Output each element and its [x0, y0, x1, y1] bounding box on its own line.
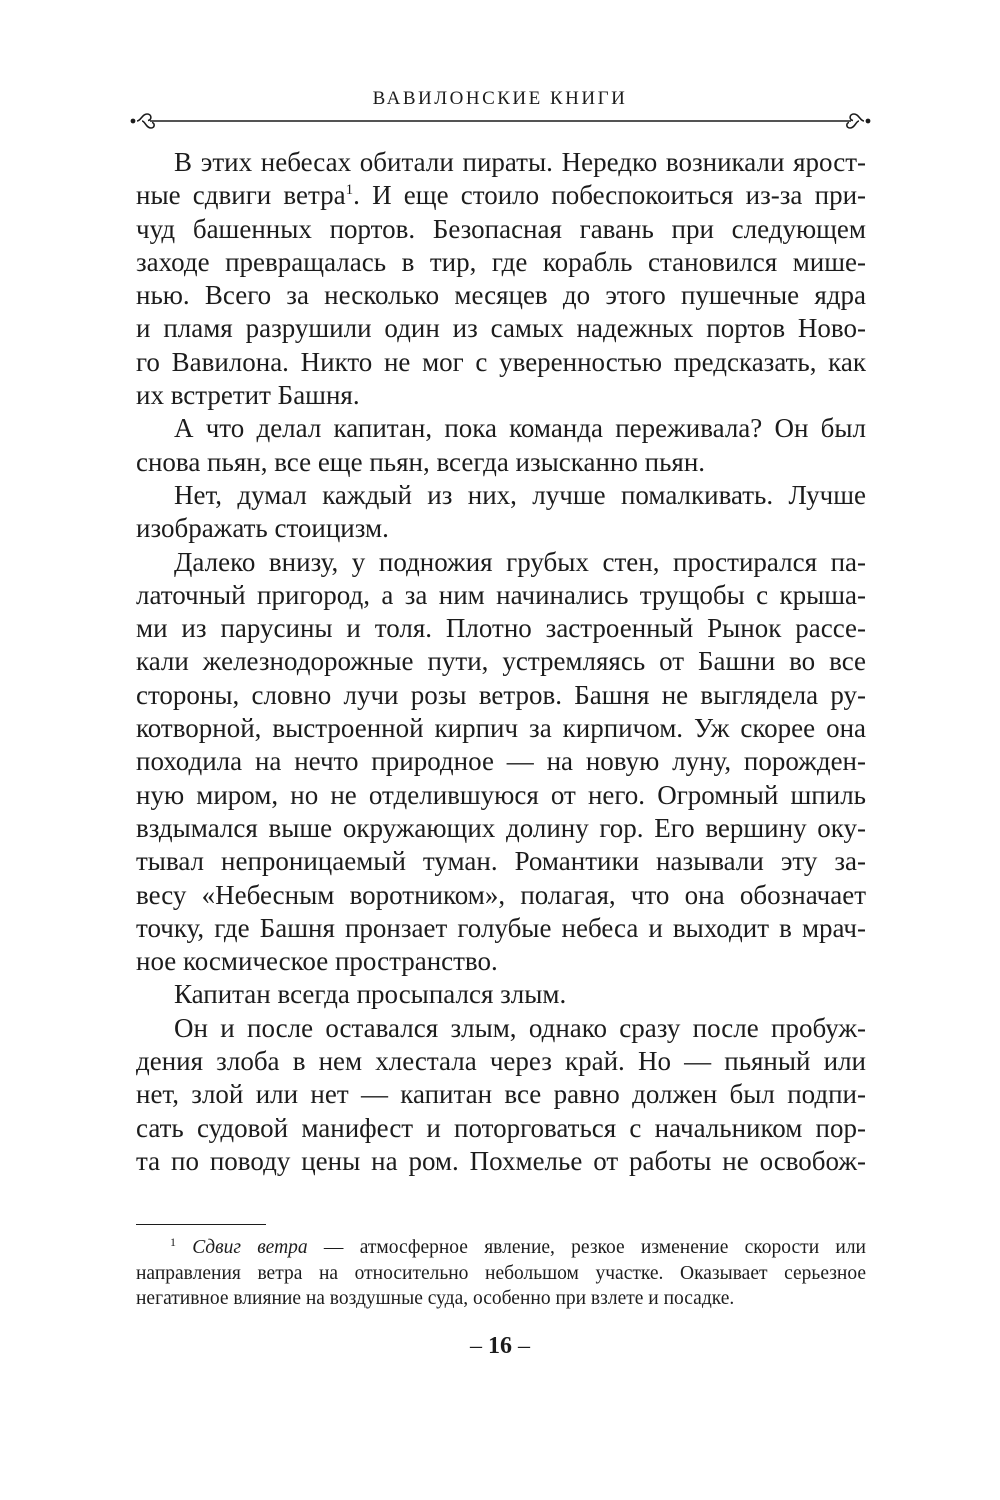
text-line: А что делал капитан, пока команда переживала? Он был [174, 413, 866, 444]
running-title: ВАВИЛОНСКИЕ КНИГИ [372, 88, 628, 109]
text-line: та по поводу цены на ром. Похмелье от работы не освобож- [136, 1145, 866, 1176]
text-line: Далеко внизу, у подножия грубых стен, простирался па- [174, 546, 866, 577]
text-line: сать судовой манифест и поторговаться с начальником пор- [136, 1112, 866, 1143]
text-line: весу «Небесным воротником», полагая, что она обозначает [136, 879, 866, 910]
footnote-divider [136, 1224, 266, 1225]
folio-dash-right: – [518, 1333, 530, 1359]
text-line: их встретит Башня. [136, 380, 360, 411]
text-line: ми из парусины и толя. Плотно застроенный Рынок рассе- [136, 613, 866, 644]
footnote-ref[interactable]: 1 [345, 182, 354, 199]
text-line: го Вавилона. Никто не мог с уверенностью предсказать, как [136, 346, 866, 377]
text-line: Нет, думал каждый из них, лучше помалкивать. Лучше [174, 479, 866, 510]
text-line: вздымался выше окружающих долину гор. Его вершину оку- [136, 812, 866, 843]
text-line: дения злоба в нем хлестала через край. Но — пьяный или [136, 1046, 866, 1077]
body-text [136, 146, 866, 1178]
footnote-term: Сдвиг ветра [192, 1237, 308, 1258]
footnote [136, 1235, 866, 1312]
text-line: тывал непроницаемый туман. Романтики называли эту за- [136, 846, 866, 877]
text-line: стороны, словно лучи розы ветров. Башня не выглядела ру- [136, 679, 866, 710]
page-number [0, 1333, 1000, 1360]
text-line: ную миром, но не отделившуюся от него. Огромный шпиль [136, 779, 866, 810]
footnote-line: $^1$ Сдвиг ветра — атмосферное явление, резкое изменение скорости или [170, 1235, 866, 1258]
footnote-line: направления ветра на относительно небольшом участке. Оказывает серьезное [136, 1262, 866, 1284]
text-line: изображать стоицизм. [136, 513, 389, 544]
text-line: походила на нечто природное — на новую луну, порожден- [136, 746, 866, 777]
text-line: заходе превращалась в тир, где корабль становился мише- [136, 246, 866, 277]
page-number-value: 16 [488, 1333, 512, 1359]
folio-dash-left: – [470, 1333, 482, 1359]
text-line: нью. Всего за несколько месяцев до этого пушечные ядра [136, 280, 866, 311]
footnote-line: негативное влияние на воздушные суда, особенно при взлете и посадке. [136, 1288, 735, 1309]
text-line: ное космическое пространство. [136, 946, 498, 977]
text-line: нет, злой или нет — капитан все равно должен был подпи- [136, 1079, 866, 1110]
header-ornament-rule [128, 108, 873, 134]
text-line: котворной, выстроенной кирпич за кирпичом. Уж скорее она [136, 713, 866, 744]
text-line: латочный пригород, а за ним начинались трущобы с крыша- [136, 579, 866, 610]
text-line: и пламя разрушили один из самых надежных портов Ново- [136, 313, 866, 344]
text-line: чуд башенных портов. Безопасная гавань при следующем [136, 213, 866, 244]
footnote-marker: 1 [170, 1235, 176, 1249]
text-line-with-footnote-ref: ные сдвиги ветра$^1$. И еще стоило побеспокоиться из-за при- [136, 180, 867, 211]
text-line: точку, где Башня пронзает голубые небеса и выходит в мрач- [136, 912, 866, 943]
text-line: В этих небесах обитали пираты. Нередко возникали ярост- [174, 147, 866, 177]
text-line: Он и после оставался злым, однако сразу после пробуж- [174, 1012, 866, 1043]
text-line: кали железнодорожные пути, устремляясь от Башни во все [136, 646, 866, 677]
text-line: снова пьян, все еще пьян, всегда изысканно пьян. [136, 446, 706, 477]
text-line: Капитан всегда просыпался злым. [174, 979, 567, 1010]
